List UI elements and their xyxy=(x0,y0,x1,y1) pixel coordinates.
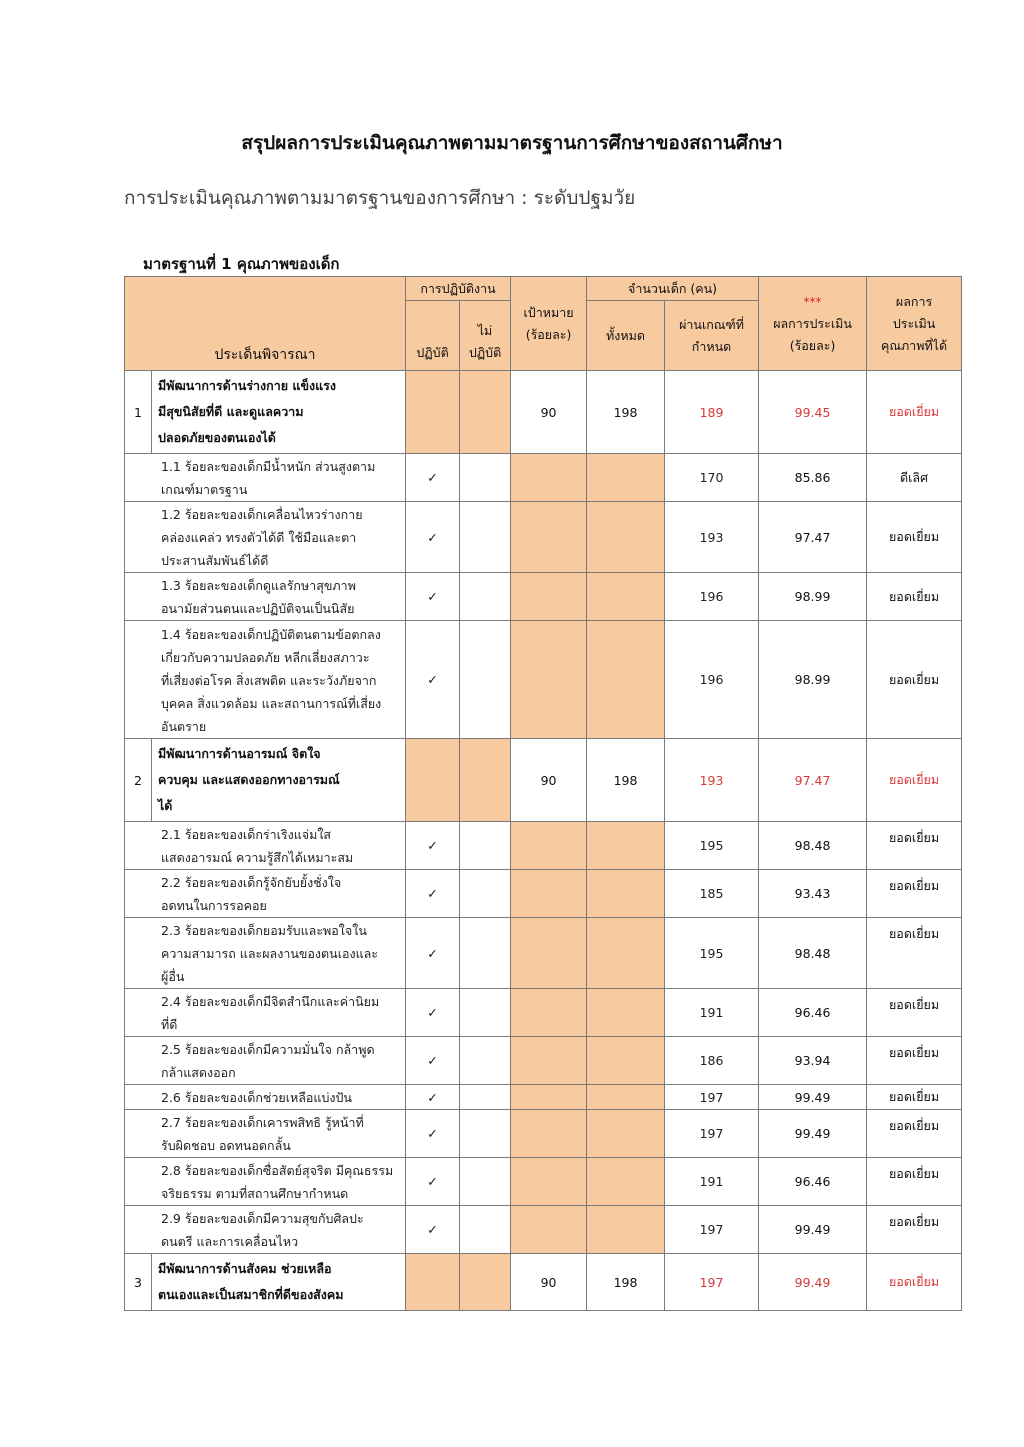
group-label xyxy=(152,371,406,454)
target-cell xyxy=(511,1037,587,1085)
total-cell xyxy=(587,1085,665,1110)
group-label-line: มีสุขนิสัยที่ดี และดูแลความ xyxy=(158,404,304,419)
practice-yes-cell xyxy=(406,371,460,454)
item-percent: 99.49 xyxy=(759,1110,867,1158)
item-row xyxy=(125,1110,962,1158)
group-passed: 189 xyxy=(665,371,759,454)
total-cell xyxy=(587,1110,665,1158)
group-label-line: ได้ xyxy=(158,798,173,813)
item-passed: 170 xyxy=(665,454,759,502)
header-quality xyxy=(867,277,962,371)
header-result-line2: (ร้อยละ) xyxy=(789,337,836,353)
header-target-line1: เป้าหมาย xyxy=(523,304,574,320)
target-cell xyxy=(511,870,587,918)
item-row xyxy=(125,870,962,918)
item-percent: 96.46 xyxy=(759,989,867,1037)
item-percent: 98.99 xyxy=(759,573,867,621)
header-total: ทั้งหมด xyxy=(587,301,665,371)
item-passed: 191 xyxy=(665,989,759,1037)
practice-no-cell xyxy=(460,502,511,573)
item-label xyxy=(125,870,406,918)
item-label-line: กล้าแสดงออก xyxy=(161,1065,236,1080)
check-icon: ✓ xyxy=(406,621,460,739)
item-percent: 98.48 xyxy=(759,918,867,989)
item-grade: ยอดเยี่ยม xyxy=(867,621,962,739)
group-grade: ยอดเยี่ยม xyxy=(867,371,962,454)
target-cell xyxy=(511,1085,587,1110)
check-icon: ✓ xyxy=(406,1158,460,1206)
practice-no-cell xyxy=(460,573,511,621)
item-label-line: รับผิดชอบ อดทนอดกลั้น xyxy=(161,1138,291,1153)
total-cell xyxy=(587,1158,665,1206)
item-label-line: 2.3 ร้อยละของเด็กยอมรับและพอใจใน xyxy=(161,923,367,938)
item-label-line: เกณฑ์มาตรฐาน xyxy=(161,482,248,497)
group-label-line: ควบคุม และแสดงออกทางอารมณ์ xyxy=(158,772,340,787)
total-cell xyxy=(587,502,665,573)
item-passed: 197 xyxy=(665,1110,759,1158)
header-practice-no xyxy=(460,301,511,371)
total-cell xyxy=(587,621,665,739)
check-icon: ✓ xyxy=(406,918,460,989)
check-icon: ✓ xyxy=(406,1037,460,1085)
item-row xyxy=(125,1037,962,1085)
item-label-line: 2.4 ร้อยละของเด็กมีจิตสำนึกและค่านิยม xyxy=(161,994,380,1009)
total-cell xyxy=(587,918,665,989)
item-grade: ยอดเยี่ยม xyxy=(867,573,962,621)
item-row xyxy=(125,502,962,573)
item-grade: ยอดเยี่ยม xyxy=(867,918,962,989)
item-grade: ยอดเยี่ยม xyxy=(867,502,962,573)
item-label xyxy=(125,1110,406,1158)
item-label xyxy=(125,1206,406,1254)
item-label xyxy=(125,1085,406,1110)
header-result-line1: ผลการประเมิน xyxy=(773,315,852,331)
item-label-line: แสดงอารมณ์ ความรู้สึกได้เหมาะสม xyxy=(161,850,354,865)
check-icon: ✓ xyxy=(406,502,460,573)
group-percent: 99.45 xyxy=(759,371,867,454)
group-row xyxy=(125,739,962,822)
total-cell xyxy=(587,1206,665,1254)
item-label xyxy=(125,502,406,573)
group-passed: 197 xyxy=(665,1254,759,1311)
group-total: 198 xyxy=(587,1254,665,1311)
header-stars: *** xyxy=(803,294,822,309)
header-passed-line1: ผ่านเกณฑ์ที่ xyxy=(679,316,745,332)
header-children: จำนวนเด็ก (คน) xyxy=(587,277,759,301)
item-label xyxy=(125,621,406,739)
item-label-line: 2.1 ร้อยละของเด็กร่าเริงแจ่มใส xyxy=(161,827,332,842)
item-label-line: อันตราย xyxy=(161,718,207,734)
item-row xyxy=(125,454,962,502)
assessment-table xyxy=(124,276,962,1311)
header-passed-line2: กำหนด xyxy=(691,338,732,354)
practice-no-cell xyxy=(460,371,511,454)
group-percent: 99.49 xyxy=(759,1254,867,1311)
item-label-line: ดนตรี และการเคลื่อนไหว xyxy=(161,1234,299,1249)
group-index: 1 xyxy=(125,371,152,454)
item-row xyxy=(125,621,962,739)
group-row xyxy=(125,1254,962,1311)
item-label-line: อนามัยส่วนตนและปฏิบัติจนเป็นนิสัย xyxy=(161,601,355,616)
item-label-line: บุคคล สิ่งแวดล้อม และสถานการณ์ที่เสี่ยง xyxy=(161,695,382,711)
target-cell xyxy=(511,822,587,870)
group-label-line: มีพัฒนาการด้านร่างกาย แข็งแรง xyxy=(158,378,336,393)
item-row xyxy=(125,918,962,989)
item-row xyxy=(125,989,962,1037)
item-label-line: 2.5 ร้อยละของเด็กมีความมั่นใจ กล้าพูด xyxy=(161,1042,375,1057)
practice-no-cell xyxy=(460,1206,511,1254)
item-grade: ดีเลิศ xyxy=(867,454,962,502)
target-cell xyxy=(511,454,587,502)
total-cell xyxy=(587,989,665,1037)
group-target: 90 xyxy=(511,739,587,822)
practice-no-cell xyxy=(460,822,511,870)
item-label-line: 2.8 ร้อยละของเด็กซื่อสัตย์สุจริต มีคุณธรรม xyxy=(161,1163,394,1178)
item-label-line: 1.1 ร้อยละของเด็กมีน้ำหนัก ส่วนสูงตาม xyxy=(161,459,376,474)
header-practice-yes: ปฏิบัติ xyxy=(406,301,460,371)
group-index: 2 xyxy=(125,739,152,822)
table-body xyxy=(125,371,962,1311)
target-cell xyxy=(511,918,587,989)
item-label xyxy=(125,454,406,502)
practice-no-cell xyxy=(460,989,511,1037)
practice-no-cell xyxy=(460,454,511,502)
target-cell xyxy=(511,1110,587,1158)
practice-yes-cell xyxy=(406,739,460,822)
item-label-line: 1.2 ร้อยละของเด็กเคลื่อนไหวร่างกาย xyxy=(161,507,363,522)
check-icon: ✓ xyxy=(406,822,460,870)
total-cell xyxy=(587,870,665,918)
target-cell xyxy=(511,621,587,739)
group-grade: ยอดเยี่ยม xyxy=(867,739,962,822)
item-passed: 197 xyxy=(665,1085,759,1110)
group-percent: 97.47 xyxy=(759,739,867,822)
check-icon: ✓ xyxy=(406,989,460,1037)
practice-no-cell xyxy=(460,918,511,989)
item-label xyxy=(125,822,406,870)
header-quality-line1: ผลการ xyxy=(895,293,933,309)
practice-no-cell xyxy=(460,621,511,739)
group-target: 90 xyxy=(511,1254,587,1311)
group-label-line: ปลอดภัยของตนเองได้ xyxy=(158,430,276,445)
item-label-line: อดทนในการรอคอย xyxy=(161,898,267,913)
item-percent: 97.47 xyxy=(759,502,867,573)
header-result xyxy=(759,277,867,371)
group-grade: ยอดเยี่ยม xyxy=(867,1254,962,1311)
group-label-line: มีพัฒนาการด้านอารมณ์ จิตใจ xyxy=(158,746,321,761)
page-subtitle: การประเมินคุณภาพตามมาตรฐานของการศึกษา : ระดับปฐมวัย xyxy=(124,187,636,209)
group-index: 3 xyxy=(125,1254,152,1311)
item-passed: 196 xyxy=(665,573,759,621)
item-label-line: ประสานสัมพันธ์ได้ดี xyxy=(161,553,269,568)
item-label-line: ความสามารถ และผลงานของตนเองและ xyxy=(161,946,379,961)
item-label-line: ที่ดี xyxy=(161,1017,178,1032)
item-grade: ยอดเยี่ยม xyxy=(867,822,962,870)
item-passed: 195 xyxy=(665,822,759,870)
item-grade: ยอดเยี่ยม xyxy=(867,1037,962,1085)
item-label-line: ที่เสี่ยงต่อโรค สิ่งเสพติด และระวังภัยจาก xyxy=(161,672,377,688)
item-passed: 196 xyxy=(665,621,759,739)
practice-no-cell xyxy=(460,739,511,822)
item-passed: 195 xyxy=(665,918,759,989)
practice-yes-cell xyxy=(406,1254,460,1311)
check-icon: ✓ xyxy=(406,1110,460,1158)
item-passed: 193 xyxy=(665,502,759,573)
item-label-line: เกี่ยวกับความปลอดภัย หลีกเลี่ยงสภาวะ xyxy=(161,649,370,665)
header-quality-line3: คุณภาพที่ได้ xyxy=(880,337,948,353)
item-label xyxy=(125,1158,406,1206)
group-label xyxy=(152,1254,406,1311)
item-label-line: คล่องแคล่ว ทรงตัวได้ดี ใช้มือและตา xyxy=(161,530,357,545)
practice-no-cell xyxy=(460,1110,511,1158)
item-passed: 191 xyxy=(665,1158,759,1206)
item-percent: 99.49 xyxy=(759,1206,867,1254)
item-label xyxy=(125,918,406,989)
item-grade: ยอดเยี่ยม xyxy=(867,1110,962,1158)
total-cell xyxy=(587,1037,665,1085)
total-cell xyxy=(587,454,665,502)
item-percent: 99.49 xyxy=(759,1085,867,1110)
header-practice: การปฏิบัติงาน xyxy=(406,277,511,301)
group-total: 198 xyxy=(587,371,665,454)
practice-no-cell xyxy=(460,1158,511,1206)
item-label-line: 1.3 ร้อยละของเด็กดูแลรักษาสุขภาพ xyxy=(161,578,356,593)
item-grade: ยอดเยี่ยม xyxy=(867,1085,962,1110)
check-icon: ✓ xyxy=(406,1206,460,1254)
item-label-line: 2.7 ร้อยละของเด็กเคารพสิทธิ รู้หน้าที่ xyxy=(161,1115,364,1130)
target-cell xyxy=(511,1158,587,1206)
item-percent: 98.48 xyxy=(759,822,867,870)
item-passed: 186 xyxy=(665,1037,759,1085)
group-label xyxy=(152,739,406,822)
item-grade: ยอดเยี่ยม xyxy=(867,870,962,918)
target-cell xyxy=(511,502,587,573)
item-label-line: ผู้อื่น xyxy=(161,969,185,984)
check-icon: ✓ xyxy=(406,870,460,918)
check-icon: ✓ xyxy=(406,1085,460,1110)
item-percent: 85.86 xyxy=(759,454,867,502)
group-label-line: มีพัฒนาการด้านสังคม ช่วยเหลือ xyxy=(158,1261,332,1276)
item-row xyxy=(125,1206,962,1254)
header-practice-no-line1: ไม่ xyxy=(477,323,493,338)
header-quality-line2: ประเมิน xyxy=(892,315,936,331)
group-passed: 193 xyxy=(665,739,759,822)
practice-no-cell xyxy=(460,870,511,918)
item-label xyxy=(125,573,406,621)
target-cell xyxy=(511,989,587,1037)
practice-no-cell xyxy=(460,1085,511,1110)
group-label-line: ตนเองและเป็นสมาชิกที่ดีของสังคม xyxy=(158,1287,344,1302)
item-percent: 93.94 xyxy=(759,1037,867,1085)
table-header xyxy=(125,277,962,371)
header-target-line2: (ร้อยละ) xyxy=(525,326,572,342)
item-label-line: 2.2 ร้อยละของเด็กรู้จักยับยั้งชั่งใจ xyxy=(161,875,342,890)
item-passed: 185 xyxy=(665,870,759,918)
practice-no-cell xyxy=(460,1037,511,1085)
header-passed xyxy=(665,301,759,371)
group-total: 198 xyxy=(587,739,665,822)
total-cell xyxy=(587,573,665,621)
item-passed: 197 xyxy=(665,1206,759,1254)
target-cell xyxy=(511,1206,587,1254)
header-target xyxy=(511,277,587,371)
check-icon: ✓ xyxy=(406,454,460,502)
item-row xyxy=(125,573,962,621)
item-label-line: จริยธรรม ตามที่สถานศึกษากำหนด xyxy=(161,1186,349,1201)
target-cell xyxy=(511,573,587,621)
standard-heading: มาตรฐานที่ 1 คุณภาพของเด็ก xyxy=(143,255,340,273)
item-label xyxy=(125,1037,406,1085)
practice-no-cell xyxy=(460,1254,511,1311)
item-grade: ยอดเยี่ยม xyxy=(867,1206,962,1254)
item-row xyxy=(125,822,962,870)
page-title: สรุปผลการประเมินคุณภาพตามมาตรฐานการศึกษาของสถานศึกษา xyxy=(241,132,783,154)
item-label-line: 2.6 ร้อยละของเด็กช่วยเหลือแบ่งปัน xyxy=(161,1090,352,1105)
item-row xyxy=(125,1158,962,1206)
header-criteria: ประเด็นพิจารณา xyxy=(125,277,406,371)
item-percent: 98.99 xyxy=(759,621,867,739)
item-percent: 96.46 xyxy=(759,1158,867,1206)
item-grade: ยอดเยี่ยม xyxy=(867,1158,962,1206)
item-grade: ยอดเยี่ยม xyxy=(867,989,962,1037)
group-row xyxy=(125,371,962,454)
item-row xyxy=(125,1085,962,1110)
check-icon: ✓ xyxy=(406,573,460,621)
total-cell xyxy=(587,822,665,870)
item-label-line: 2.9 ร้อยละของเด็กมีความสุขกับศิลปะ xyxy=(161,1211,364,1226)
item-label-line: 1.4 ร้อยละของเด็กปฏิบัติตนตามข้อตกลง xyxy=(161,626,381,642)
header-practice-no-line2: ปฏิบัติ xyxy=(468,345,502,360)
item-percent: 93.43 xyxy=(759,870,867,918)
item-label xyxy=(125,989,406,1037)
group-target: 90 xyxy=(511,371,587,454)
